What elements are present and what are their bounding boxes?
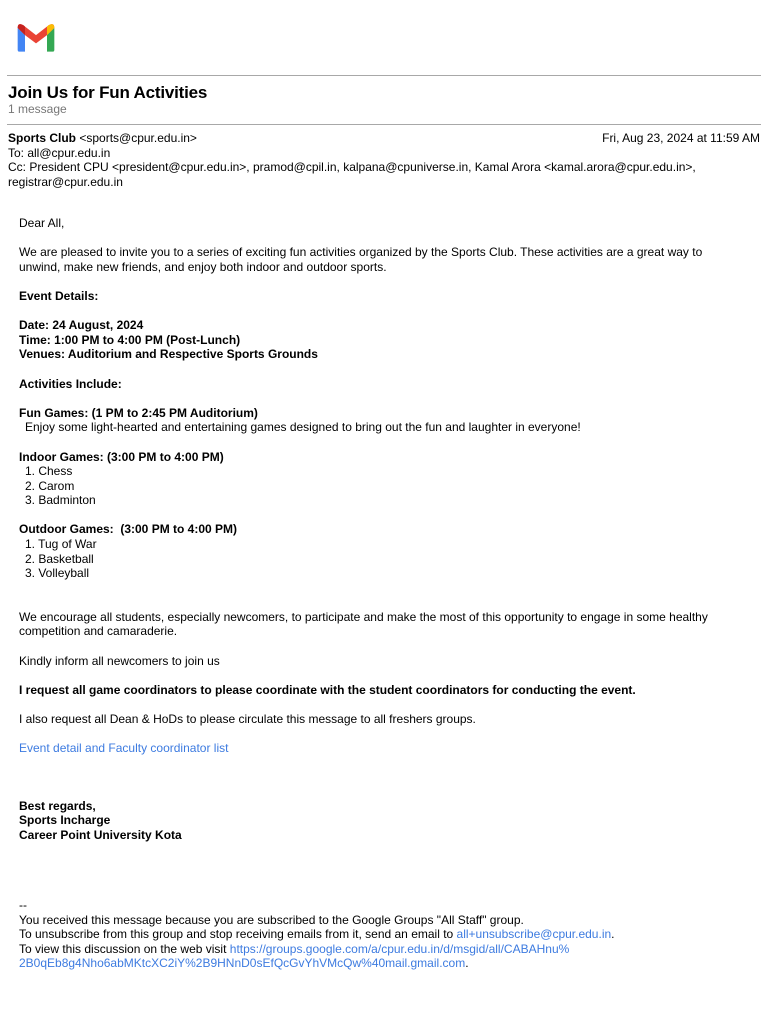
footer-separator: -- (19, 898, 27, 912)
email-subject: Join Us for Fun Activities (8, 83, 208, 102)
discussion-link-line-1[interactable]: https://groups.google.com/a/cpur.edu.in/d/msgid/all/CABAHnu% (229, 941, 570, 956)
intro-line-1: We are pleased to invite you to a series of exciting fun activities organized by the Sports Club. These activities are a great way to (19, 245, 703, 260)
sender-name: Sports Club (8, 131, 76, 145)
list-item: 3. Badminton (25, 493, 96, 508)
greeting: Dear All, (19, 216, 65, 230)
signature-org: Career Point University Kota (19, 827, 182, 842)
coordinators-request: I request all game coordinators to please coordinate with the student coordinators for conducting the event. (19, 682, 636, 697)
fun-games-description: Enjoy some light-hearted and entertaining games designed to bring out the fun and laughter in everyone! (25, 420, 581, 435)
footer-view-text: To view this discussion on the web visit (19, 941, 230, 956)
outdoor-games-section (19, 522, 738, 580)
signature (19, 799, 738, 843)
encourage-line-1: We encourage all students, especially newcomers, to participate and make the most of this opportunity to engage in some healthy (19, 609, 708, 624)
gmail-logo-icon (14, 20, 58, 54)
intro-line-2: unwind, make new friends, and enjoy both indoor and outdoor sports. (19, 259, 387, 274)
indoor-games-heading: Indoor Games: (3:00 PM to 4:00 PM) (19, 449, 224, 464)
event-date: Date: 24 August, 2024 (19, 318, 144, 333)
indoor-games-section (19, 450, 738, 508)
event-details (19, 318, 738, 362)
list-item: 2. Carom (25, 478, 75, 493)
group-footer (19, 898, 738, 971)
top-divider (7, 75, 761, 76)
footer-unsubscribe-text: To unsubscribe from this group and stop receiving emails from it, send an email to (19, 927, 457, 942)
list-item: 1. Tug of War (25, 537, 97, 552)
message-date: Fri, Aug 23, 2024 at 11:59 AM (602, 131, 760, 145)
message-body (19, 216, 738, 857)
cc-line: Cc: President CPU <president@cpur.edu.in>, pramod@cpil.in, kalpana@cpuniverse.in, Kamal Arora <kamal.arora@cpur.edu.in>, (8, 160, 696, 175)
intro-paragraph (19, 245, 738, 274)
event-venues: Venues: Auditorium and Respective Sports Grounds (19, 347, 318, 362)
sender-email: <sports@cpur.edu.in> (79, 131, 197, 145)
unsubscribe-email-link[interactable]: all+unsubscribe@cpur.edu.in (456, 927, 612, 942)
fun-games-section (19, 406, 738, 435)
header-divider (7, 124, 761, 125)
footer-received: You received this message because you are subscribed to the Google Groups "All Staff" group. (19, 912, 524, 927)
message-header (8, 131, 760, 189)
signature-title: Sports Incharge (19, 813, 111, 828)
list-item: 3. Volleyball (25, 566, 90, 581)
list-item: 1. Chess (25, 464, 73, 479)
encourage-line-2: competition and camaraderie. (19, 624, 178, 639)
list-item: 2. Basketball (25, 551, 94, 566)
outdoor-games-heading: Outdoor Games: (3:00 PM to 4:00 PM) (19, 522, 238, 537)
encourage-paragraph (19, 610, 738, 639)
regards: Best regards, (19, 798, 96, 813)
discussion-link-line-2[interactable]: 2B0qEb8g4Nho6abMKtcXC2iY%2B9HNnD0sEfQcGvYhVMcQw%40mail.gmail.com (19, 956, 466, 971)
event-detail-link[interactable]: Event detail and Faculty coordinator list (19, 741, 229, 756)
activities-heading: Activities Include: (19, 376, 122, 391)
event-details-heading: Event Details: (19, 288, 99, 303)
footer-period: . (611, 927, 615, 942)
fun-games-heading: Fun Games: (1 PM to 2:45 PM Auditorium) (19, 405, 258, 420)
message-count: 1 message (8, 102, 67, 116)
deans-request: I also request all Dean & HoDs to please circulate this message to all freshers groups. (19, 712, 476, 726)
footer-period: . (465, 956, 469, 971)
cc-line-continued: registrar@cpur.edu.in (8, 174, 123, 189)
to-line: To: all@cpur.edu.in (8, 145, 111, 160)
event-time: Time: 1:00 PM to 4:00 PM (Post-Lunch) (19, 332, 241, 347)
inform-paragraph: Kindly inform all newcomers to join us (19, 653, 220, 668)
